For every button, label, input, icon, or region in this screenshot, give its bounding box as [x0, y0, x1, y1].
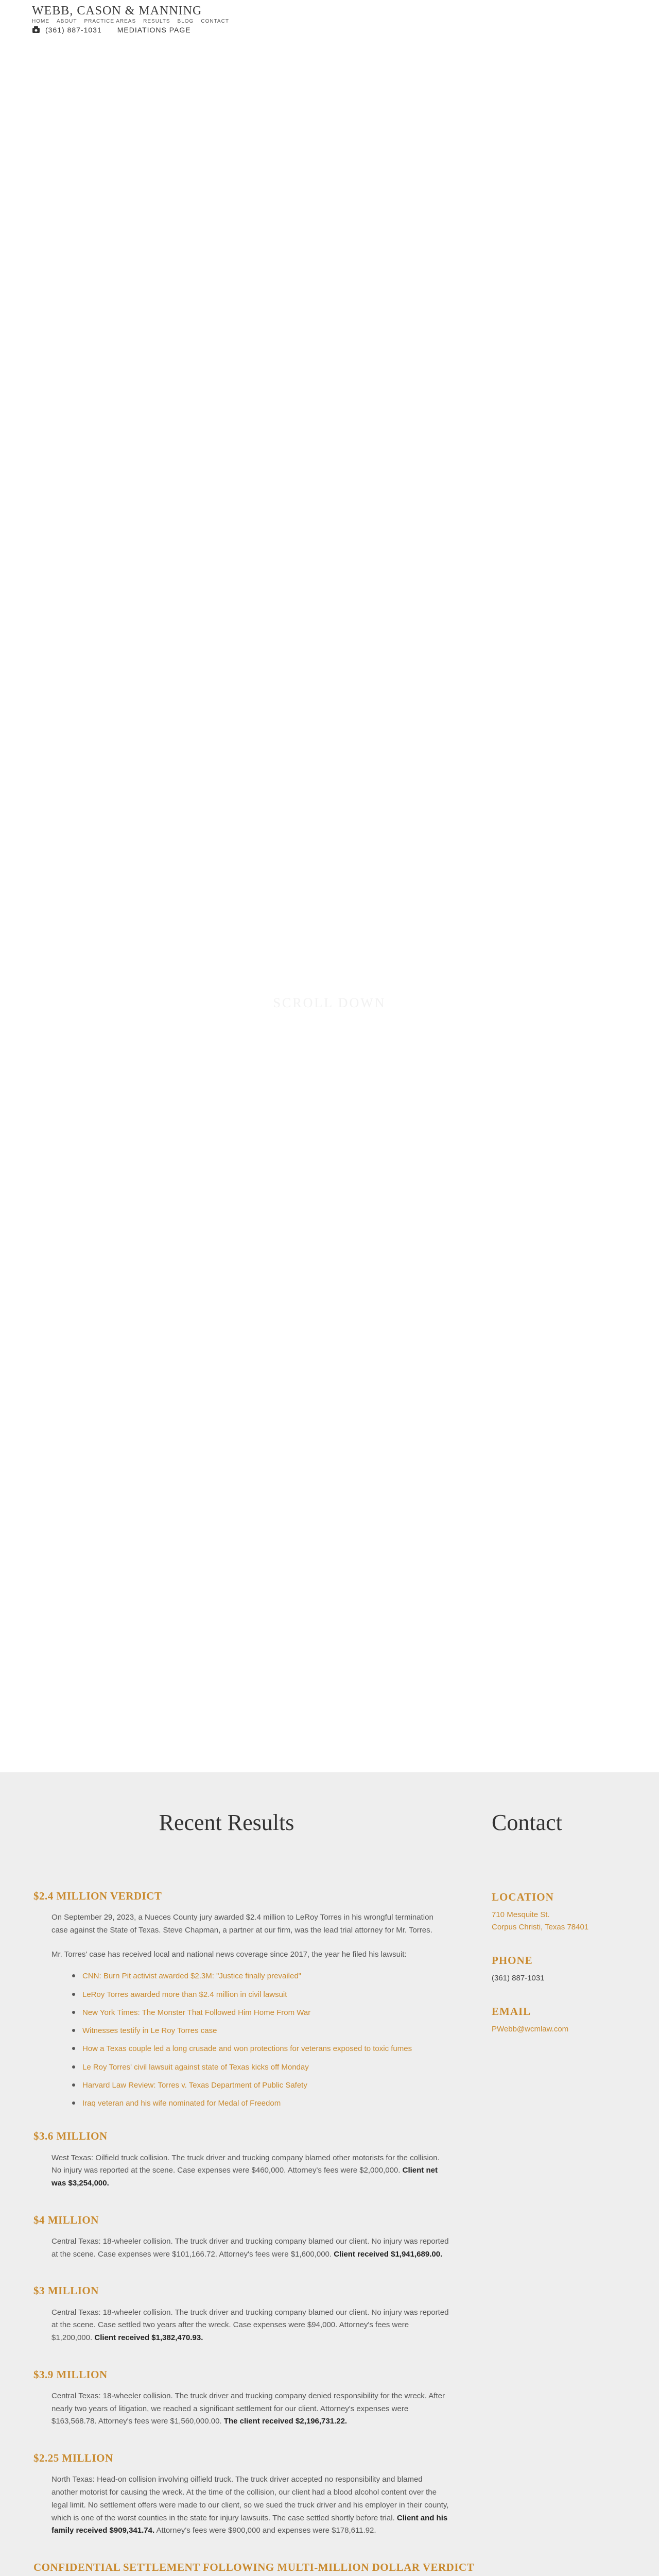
phone-heading: PHONE	[492, 1954, 533, 1967]
press-link[interactable]: CNN: Burn Pit activist awarded $2.3M: "Justice finally prevailed"	[72, 1970, 443, 1982]
nav-home[interactable]: HOME	[32, 19, 49, 24]
press-link[interactable]: LeRoy Torres awarded more than $2.4 million in civil lawsuit	[72, 1989, 443, 2001]
results-title: Recent Results	[159, 1810, 294, 1835]
case-title: $3.6 MILLION	[33, 2130, 108, 2143]
email-link[interactable]: PWebb@wcmlaw.com	[492, 2025, 569, 2033]
press-link[interactable]: Iraq veteran and his wife nominated for Medal of Freedom	[72, 2097, 443, 2109]
case-title: $3.9 MILLION	[33, 2368, 108, 2381]
case-body	[51, 2152, 450, 2190]
address-line[interactable]: 710 Mesquite St.	[492, 1910, 550, 1919]
press-link[interactable]: Le Roy Torres' civil lawsuit against state of Texas kicks off Monday	[72, 2061, 443, 2073]
contact-title: Contact	[492, 1810, 562, 1835]
case-text: Central Texas: 18-wheeler collision. The truck driver and trucking company blamed our client. No injury was reported at the scene. Case settled two years after the wreck. Case expenses were $94,000. Attorney's fees were $1,200,000.	[51, 2308, 449, 2343]
case-title: $2.4 MILLION VERDICT	[33, 1890, 162, 1902]
case-title: $3 MILLION	[33, 2284, 99, 2297]
case-text: Central Texas: 18-wheeler collision. The truck driver and trucking company denied responsibility for the wreck. After nearly two years of litigation, we reached a significant settlement for our client. Attorney's expenses were $163,568.78. Attorney's fees were $1,560,000.00.	[51, 2391, 445, 2426]
email-block	[492, 2005, 636, 2036]
case-text: West Texas: Oilfield truck collision. The truck driver and trucking company blamed other motorists for the collision. No injury was reported at the scene. Case expenses were $460,000. Attorney's fees were $2,000,000.	[51, 2153, 440, 2175]
nav-contact[interactable]: CONTACT	[201, 19, 229, 24]
address	[492, 1909, 636, 1934]
site-header	[0, 0, 659, 36]
case-client-amount: Client received $1,382,470.93.	[94, 2333, 203, 2343]
case-list	[33, 2130, 492, 2576]
contact-sidebar	[492, 1891, 636, 2056]
case-result	[33, 2284, 492, 2344]
nav-about[interactable]: ABOUT	[57, 19, 77, 24]
case-expenses: Attorney's fees were $900,000 and expenses were $178,611.92.	[156, 2526, 376, 2535]
nav-practice-areas[interactable]: PRACTICE AREAS	[84, 19, 136, 24]
case-first	[33, 1890, 492, 2109]
case-client-amount: Client net was $3,254,000.	[51, 2166, 438, 2188]
location-block	[492, 1891, 636, 1934]
case-client-amount: The client received $2,196,731.22.	[223, 2417, 348, 2426]
case-paragraph: Mr. Torres' case has received local and national news coverage since 2017, the year he filed his lawsuit:	[51, 1950, 407, 1959]
case-body	[51, 2235, 450, 2261]
case-paragraph: On September 29, 2023, a Nueces County jury awarded $2.4 million to LeRoy Torres in his wrongful termination case against the State of Texas. Steve Chapman, a partner at our firm, was the lead trial attorney for Mr. Torres.	[51, 1913, 433, 1935]
hero-caption: SCROLL DOWN	[273, 995, 386, 1010]
press-link[interactable]: Harvard Law Review: Torres v. Texas Department of Public Safety	[72, 2079, 443, 2091]
nav-blog[interactable]: BLOG	[177, 19, 194, 24]
case-title: $2.25 MILLION	[33, 2452, 113, 2465]
nav-results[interactable]: RESULTS	[143, 19, 170, 24]
press-list	[72, 1970, 443, 2109]
case-result	[33, 2561, 492, 2576]
case-result	[33, 2452, 492, 2537]
press-link[interactable]: New York Times: The Monster That Followed Him Home From War	[72, 2007, 443, 2019]
case-result	[33, 2368, 492, 2428]
main-nav	[32, 19, 229, 24]
case-title: CONFIDENTIAL SETTLEMENT FOLLOWING MULTI-MILLION DOLLAR VERDICT	[33, 2561, 475, 2574]
address-line[interactable]: Corpus Christi, Texas 78401	[492, 1923, 589, 1931]
header-phone[interactable]: (361) 887-1031	[45, 26, 102, 34]
case-client-amount: Client received $1,941,689.00.	[334, 2249, 443, 2259]
case-title: $4 MILLION	[33, 2213, 99, 2226]
press-link[interactable]: Witnesses testify in Le Roy Torres case	[72, 2025, 443, 2037]
case-result	[33, 2130, 492, 2190]
phone-icon	[32, 26, 40, 33]
header-contact	[32, 26, 191, 34]
results-column	[33, 1890, 492, 2576]
case-body	[51, 2390, 450, 2428]
case-body	[51, 2473, 450, 2537]
press-link[interactable]: How a Texas couple led a long crusade and won protections for veterans exposed to toxic fumes	[72, 2043, 443, 2055]
case-client-amount: Client and his family received $909,341.74.	[51, 2513, 448, 2535]
case-result	[33, 2214, 492, 2261]
case-body	[51, 1911, 450, 1961]
phone-block	[492, 1954, 636, 1985]
location-heading: LOCATION	[492, 1891, 554, 1903]
case-text: North Texas: Head-on collision involving oilfield truck. The truck driver accepted no responsibility and blamed another motorist for causing the wreck. At the time of the collision, our client had a blood alcohol content over the legal limit. No settlement offers were made to our client, so we sued the truck driver and his employer in their county, which is one of the worst counties in the state for injury lawsuits. The case settled shortly before trial.	[51, 2475, 449, 2522]
case-body	[51, 2307, 450, 2345]
email-heading: EMAIL	[492, 2005, 531, 2018]
case-text: Central Texas: 18-wheeler collision. The truck driver and trucking company blamed our client. No injury was reported at the scene. Case expenses were $101,166.72. Attorney's fees were $1,600,000.	[51, 2236, 449, 2259]
mediations-link[interactable]: MEDIATIONS PAGE	[117, 26, 191, 34]
site-logo[interactable]: WEBB, CASON & MANNING	[32, 4, 202, 18]
phone-number[interactable]: (361) 887-1031	[492, 1974, 545, 1982]
